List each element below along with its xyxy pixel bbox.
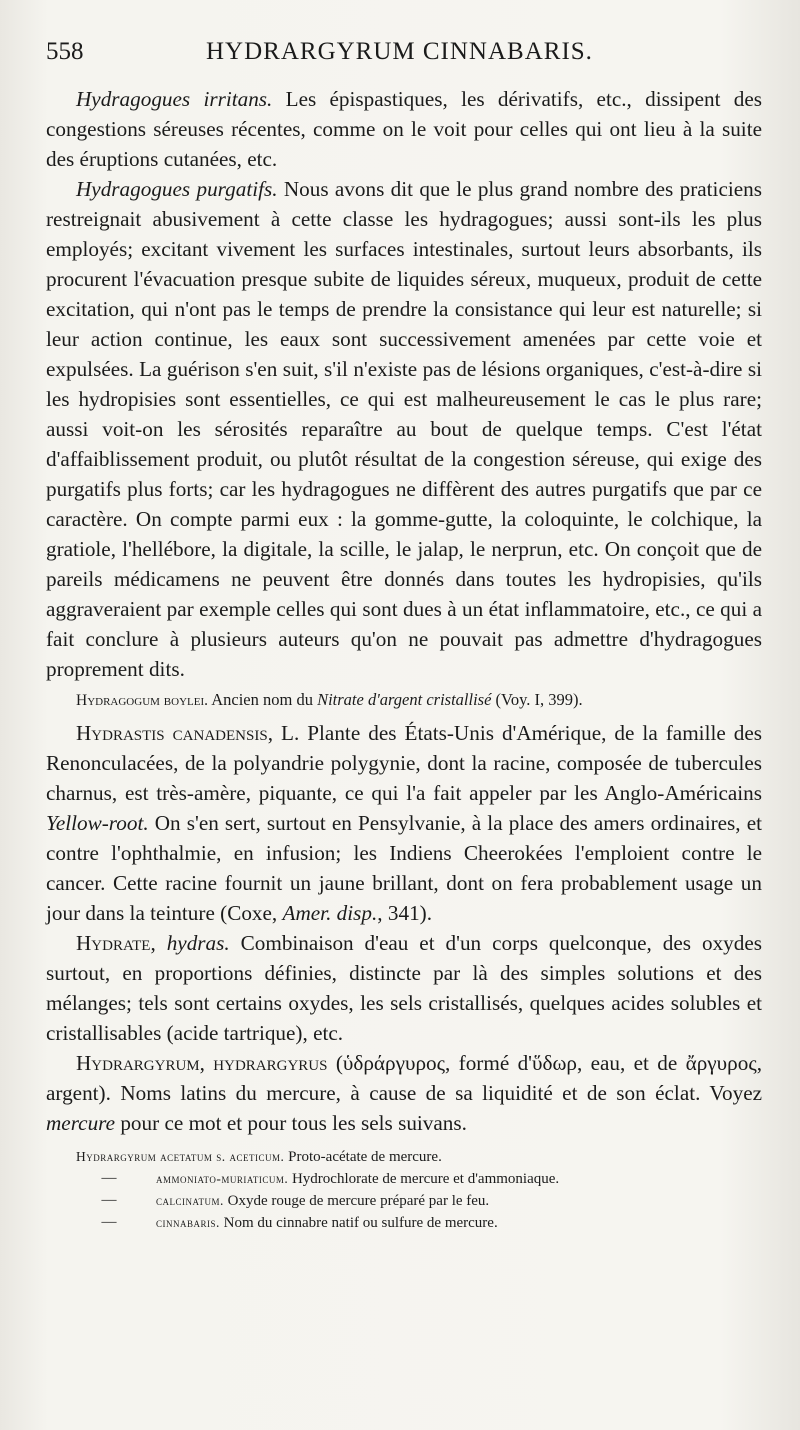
entry-hydrargyrum [46,1048,762,1138]
entry-term: Hydragogues irritans. [76,87,273,111]
subentry-term: Hydrargyrum acetatum s. aceticum. [76,1149,285,1164]
entry-text: pour ce mot et pour tous les sels suivans. [115,1111,467,1135]
entry-text: (Voy. I, 399). [491,690,583,709]
entry-term: Hydrastis canadensis [76,721,268,745]
entry-italic: Amer. disp. [282,901,378,925]
entry-text: , 341). [377,901,433,925]
running-head [46,38,762,84]
entry-hydrate [46,928,762,1048]
entry-text: Combinaison d'eau et d'un corps quelconque, des oxydes surtout, en proportions définies, distincte par là des simples solutions et des mélanges; tels sont certains oxydes, les sels cristallisés, quelques acides solubles et cristallisables (acide tartrique), etc. [46,931,762,1045]
entry-text: , L. Plante des États-Unis d'Amérique, de la famille des Renonculacées, de la polyandrie polygynie, dont la racine, composée de tubercules charnus, est très-amère, piquante, ce qui l'a fait appeler par les Anglo-Américains [46,721,763,805]
entry-hydrastis-canadensis [46,718,762,928]
entry-text: On s'en sert, surtout en Pensylvanie, à la place des amers ordinaires, et contre l'ophthalmie, en infusion; les Indiens Cheerokées l'emploient contre le cancer. Cette racine fournit un jaune brillant, dont on fera probablement usage un jour dans la teinture (Coxe, [46,811,762,925]
entry-separator: , [150,931,167,955]
entry-text: Les épispastiques, les dérivatifs, etc., dissipent des congestions séreuses récentes, comme on le voit pour celles qui ont lieu à la suite des éruptions cutanées, etc. [46,87,762,171]
subentry-term: cinnabaris. [156,1215,220,1230]
entry-text: Ancien nom du [208,690,318,709]
subentry-text: Hydrochlorate de mercure et d'ammoniaque. [288,1171,560,1187]
subentry-term: ammoniato-muriaticum. [156,1171,289,1186]
entry-term: Hydrate [76,931,151,955]
entry-italic: Yellow-root. [46,811,149,835]
entry-term: Hydragogues purgatifs. [76,177,278,201]
subentry-list [46,1146,762,1234]
subentry-text: Proto-acétate de mercure. [284,1149,442,1165]
subentry-term: calcinatum. [156,1193,224,1208]
page-number: 558 [46,38,84,65]
subentry-row [46,1146,762,1168]
body-text [46,84,762,1138]
entry-italic: Nitrate d'argent cristallisé [317,690,492,709]
running-title: HYDRARGYRUM CINNABARIS. [206,38,593,65]
entry-term: Hydragogum boylei. [76,692,208,709]
subentry-row [46,1168,762,1190]
subentry-text: Nom du cinnabre natif ou sulfure de mercure. [219,1215,498,1231]
paragraph-hydragogues-irritans [46,84,762,174]
entry-italic: hydras. [166,931,230,955]
subentry-text: Oxyde rouge de mercure préparé par le feu. [223,1193,490,1209]
subentry-dash: — [101,1170,117,1186]
subentry-dash: — [101,1214,117,1230]
entry-text: (ὑδράργυρος, formé d'ὕδωρ, eau, et de ἄργυρος, argent). Noms latins du mercure, à cause de sa liquidité et de son éclat. Voyez [46,1051,763,1105]
paragraph-hydragogues-purgatifs [46,174,762,684]
subentry-dash: — [101,1192,117,1208]
entry-hydragogum-boylei [46,686,762,714]
subentry-row [46,1190,762,1212]
entry-text: Nous avons dit que le plus grand nombre des praticiens restreignait abusivement à cette classe les hydragogues; aussi sont-ils les plus employés; excitant vivement les surfaces intestinales, surtout leurs absorbants, ils procurent l'évacuation presque subite de liquides séreux, muqueux, produit de cette excitation, qui n'ont pas le temps de prendre la consistance qui leur est naturelle; si leur action continue, les eaux sont successivement amenées par cette voie et expulsées. La guérison s'en suit, s'il n'existe pas de lésions organiques, c'est-à-dire si les hydropisies sont essentielles, ce qui est malheureusement le cas le plus rare; aussi voit-on les sérosités reparaître au bout de quelque temps. C'est l'état d'affaiblissement produit, ou plutôt résultat de la congestion séreuse, qui exige des purgatifs plus forts; car les hydragogues ne diffèrent des autres purgatifs que par ce caractère. On compte parmi eux : la gomme-gutte, la coloquinte, le colchique, la gratiole, l'hellébore, la digitale, la scille, le jalap, le nerprun, etc. On conçoit que de pareils médicamens ne peuvent être donnés dans toutes les hydropisies, qu'ils aggraveraient par exemple celles qui sont dues à un état inflammatoire, etc., ce qui a fait conclure à plusieurs auteurs qu'on ne pouvait pas admettre d'hydragogues proprement dits. [46,177,762,681]
entry-italic: mercure [46,1111,116,1135]
entry-term: Hydrargyrum, hydrargyrus [76,1051,328,1075]
subentry-row [46,1212,762,1234]
